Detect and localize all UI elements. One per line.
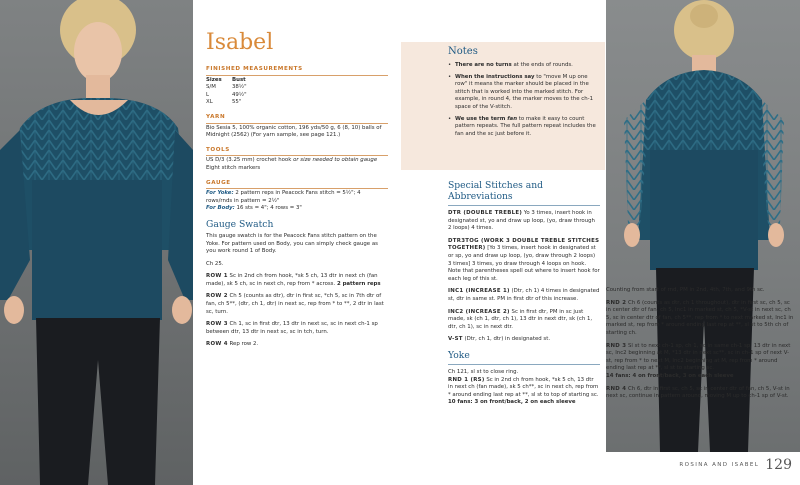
rnd-text: Ch 6 (counts as dtr, ch 1 throughout), dtr in first sc, ch 5, sc in center dtr of fan, ch 5, Inc1 in marked st, ch 5, *V-st in next sc, ch 5, sc in center dtr of fan, ch 5**, rep from * to next marked st, Inc1 in marked st, rep from * around ending last rep at **, sl st to 5th ch of starting ch. (606, 299, 794, 336)
gauge-body-label: For Body: (206, 205, 235, 212)
finished-measurements-caption: FINISHED MEASUREMENTS (206, 66, 303, 72)
stitch-definition (448, 309, 600, 332)
stitch-definition (448, 210, 600, 233)
tools-hook: US D/3 (3.25 mm) crochet hook (206, 157, 292, 164)
notes-item-lead: There are no turns (455, 62, 512, 68)
yoke-rnd-3-result: 14 fans: 4 on front/back, 3 on each sleeve (606, 372, 734, 379)
swatch-row (206, 293, 388, 316)
tools-hook-note: or size needed to obtain gauge (291, 157, 378, 164)
notes-item-lead: We use the term (455, 115, 506, 122)
size-cell: XL (206, 99, 213, 106)
stitch-label: DTR3TOG (WORK 3 DOUBLE TREBLE STITCHES TOGETHER) (448, 237, 600, 252)
notes-list (448, 62, 598, 138)
pattern-column-middle (448, 180, 600, 407)
row-text: Rep row 2. (227, 341, 259, 348)
pattern-title: Isabel (206, 30, 274, 55)
tools-line-1 (206, 157, 388, 165)
swatch-row (206, 321, 388, 336)
sizes-table (206, 77, 388, 107)
caption-rule (206, 155, 388, 156)
row-result: 2 pattern reps (336, 280, 381, 287)
gauge-body (206, 205, 388, 213)
stitch-text: (Dtr, ch 1) 4 times in designated st, dtr in same st. PM in first dtr of this increase. (448, 288, 600, 302)
stitch-definition (448, 336, 600, 344)
pattern-column-right (606, 287, 794, 401)
stitch-definition (448, 288, 600, 303)
swatch-row (206, 273, 388, 288)
yoke-rnd-4 (606, 386, 794, 401)
gauge-swatch-heading: Gauge Swatch (206, 218, 274, 230)
caption-rule (206, 188, 388, 189)
gauge-caption: GAUGE (206, 179, 231, 186)
sizes-header: Sizes (206, 76, 222, 83)
pattern-column-left (206, 30, 388, 354)
swatch-row (206, 341, 388, 349)
bust-cell: 49½" (232, 91, 247, 98)
notes-item-text: to make it easy to count pattern repeats. The full pattern repeat includes the fan and the sc just before it. (455, 115, 596, 137)
yarn-caption: YARN (206, 113, 226, 120)
yoke-rnd-1-result: 10 fans: 3 on front/back, 2 on each sleeve (448, 399, 576, 406)
heading-rule (448, 205, 600, 206)
heading-rule (448, 364, 600, 365)
size-cell: L (206, 91, 210, 98)
notes-item-text: to "move M up one row" it means the marker should be placed in the stitch that is worked into the marked stitch. For example, in round 4, the marker moves to the ch-1 space of the V-stitch. (455, 73, 594, 110)
notes-item (448, 62, 598, 70)
stitch-label: INC2 (INCREASE 2) (448, 308, 510, 315)
stitch-label: V-ST (448, 336, 463, 343)
caption-rule (206, 123, 388, 124)
page-number: 129 (765, 457, 792, 473)
tools-caption: TOOLS (206, 146, 230, 153)
gauge-swatch-intro: This gauge swatch is for the Peacock Fans stitch pattern on the Yoke. For pattern used on Body, you can simply check gauge as you work round 1 of Body. (206, 232, 378, 255)
rnd-label: RND 3 (606, 342, 627, 349)
yoke-rnd-2 (606, 300, 794, 338)
tools-line-2: Eight stitch markers (206, 164, 261, 171)
running-head: ROSINA AND ISABEL (679, 462, 760, 468)
row-text: Ch 5 (counts as dtr), dtr in first sc, *ch 5, sc in 7th dtr of fan, ch 5**, (dtr, ch 1, dtr) in next sc, rep from * to **, 2 dtr in last sc, turn. (206, 293, 384, 315)
gauge-swatch-ch: Ch 25. (206, 260, 224, 267)
notes-content (448, 46, 598, 142)
row-text: Sc in 2nd ch from hook, *sk 5 ch, 13 dtr in next ch (fan made), sk 5 ch, sc in next ch, rep from * across. (206, 273, 378, 287)
gauge-yoke-text: 2 pattern reps in Peacock Fans stitch = 5½"; 4 rows/rnds in pattern = 2½" (206, 190, 361, 204)
stitch-text: Sc in first dtr, PM in sc just made, sk (ch 1, dtr, ch 1), 13 dtr in next dtr, sk (ch 1, dtr, ch 1), sc in next dtr. (448, 308, 593, 330)
rnd-label: RND 1 (RS) (448, 376, 485, 383)
rnd-label: RND 4 (606, 385, 627, 392)
row-label: ROW 3 (206, 321, 228, 328)
bust-cell: 38½" (232, 84, 247, 91)
row-label: ROW 4 (206, 341, 228, 348)
gauge-body-text: 16 sts = 4"; 4 rows = 3" (234, 205, 302, 212)
stitch-definition (448, 238, 600, 284)
size-cell: S/M (206, 84, 216, 91)
notes-item (448, 116, 598, 139)
marker-instruction: Counting from start of rnd, PM in 2nd, 4th, 7th, and 9th sc. (606, 287, 765, 293)
rnd-text: Sl st to next ch-1 sp, ch 1, sc in same ch-1 sp, 13 dtr in next sc, Inc2 beginning at M, *13 dtr in next sc**, sc in ch-1 sp of next V-st, rep from * to next M, Inc2 beginning at M, rep from * around ending last rep at **, sl st to starting sc. (606, 342, 791, 372)
stitch-text: (Dtr, ch 1, dtr) in designated st. (462, 336, 551, 343)
rnd-label: RND 2 (606, 299, 627, 306)
stitch-label: DTR (DOUBLE TREBLE) (448, 210, 523, 216)
page-footer (679, 457, 792, 473)
row-label: ROW 1 (206, 273, 228, 280)
stitch-label: INC1 (INCREASE 1) (448, 288, 510, 295)
bust-cell: 55" (232, 99, 242, 106)
row-text: Ch 1, sc in first dtr, 13 dtr in next sc, sc in next ch-1 sp between dtr, 13 dtr in next sc, sc in tch, turn. (206, 321, 378, 335)
row-label: ROW 2 (206, 293, 228, 300)
gauge-yoke (206, 190, 388, 205)
rnd-text: Ch 6, dtr in first sc, ch 5, sc in center dtr of fan, ch 5, V-st in next sc, continue in pattern around, moving M up to ch-1 sp of V-st. (606, 385, 790, 400)
yoke-heading: Yoke (448, 349, 470, 361)
notes-item-text: at the ends of rounds. (511, 62, 573, 68)
notes-heading: Notes (448, 46, 478, 57)
yoke-ch: Ch 121, sl st to close ring. (448, 368, 519, 375)
model-front-illustration (0, 0, 193, 485)
notes-item-term: fan (505, 115, 518, 122)
notes-item (448, 74, 598, 112)
bust-header: Bust (232, 76, 246, 83)
yoke-rnd-3 (606, 343, 794, 373)
yarn-text: Bio Sesia 5, 100% organic cotton, 196 yds/50 g, 6 (8, 10) balls of Midnight (2562) (For yarn sample, see page 121.) (206, 124, 382, 139)
stitch-text: [Yo 3 times, insert hook in designated st or sp, yo and draw up loop, (yo, draw through 2 loops) 3 times] 3 times, yo draw through 4 loops on hook. Note that parentheses spell out where to insert hook for each leg of this st. (448, 245, 600, 282)
special-stitches-heading: Special Stitches and Abbreviations (448, 180, 544, 202)
yoke-rnd-1 (448, 377, 600, 400)
caption-rule (206, 75, 388, 76)
model-photo-left (0, 0, 193, 485)
gauge-yoke-label: For Yoke: (206, 190, 234, 197)
rnd-text: Sc in 2nd ch from hook, *sk 5 ch, 13 dtr in next ch (fan made), sk 5 ch**, sc in next ch, rep from * around ending last rep at **, sl st to top of starting sc. (448, 376, 599, 398)
notes-item-lead: When the instructions say (455, 73, 535, 80)
stitch-text: Yo 3 times, insert hook in designated st, yo and draw up loop, (yo, draw through 2 loops) 4 times. (448, 210, 595, 232)
